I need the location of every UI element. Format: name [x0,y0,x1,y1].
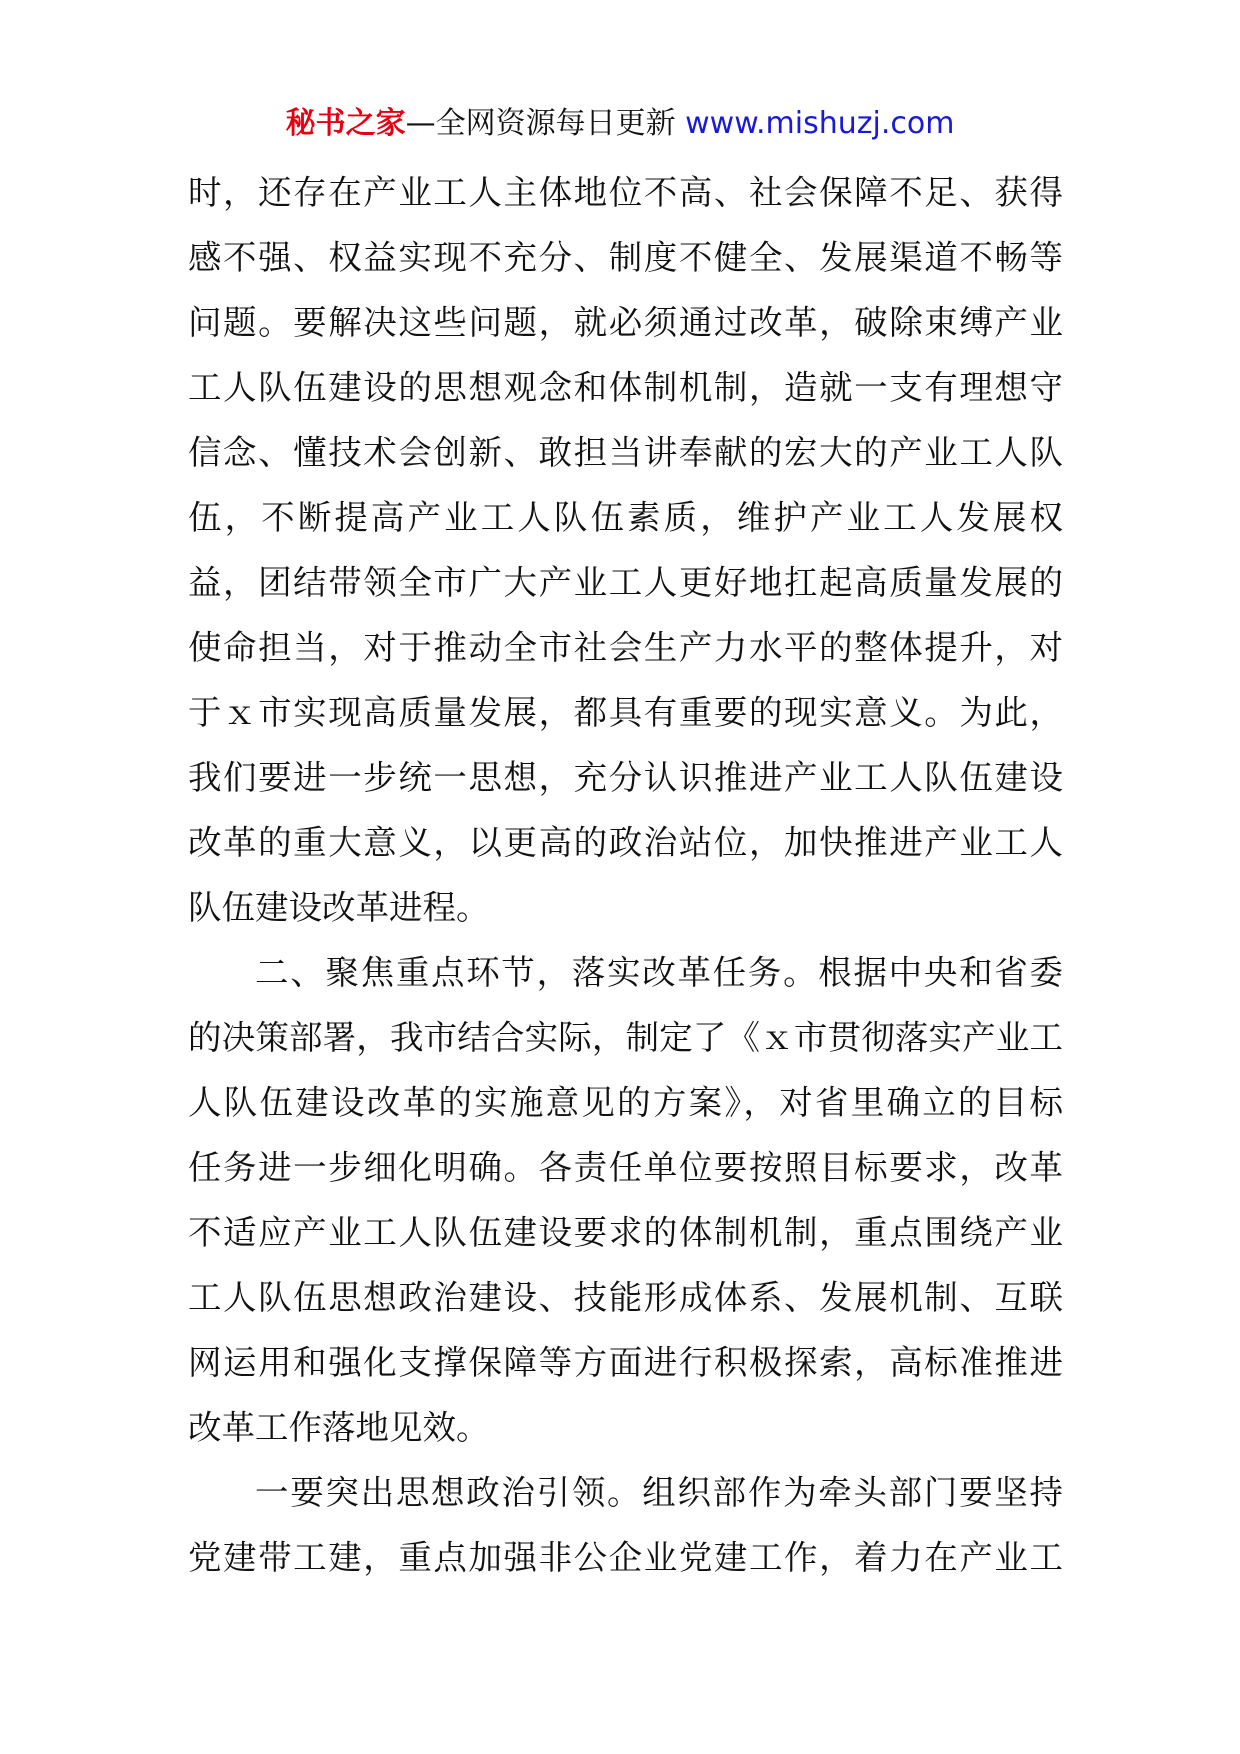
text-line: 益，团结带领全市广大产业工人更好地扛起高质量发展的 [188,563,1063,602]
watermark-header [0,100,1240,148]
paragraph [188,940,1063,1460]
text-line: 改革工作落地见效。 [188,1408,490,1447]
text-line: 我们要进一步统一思想，充分认识推进产业工人队伍建设 [188,758,1063,797]
text-line: 感不强、权益实现不充分、制度不健全、发展渠道不畅等 [188,238,1063,277]
text-line: 队伍建设改革进程。 [188,888,490,927]
site-slogan: —全网资源每日更新 [405,106,686,141]
text-line: 网运用和强化支撑保障等方面进行积极探索，高标准推进 [188,1343,1063,1382]
paragraph [188,160,1063,940]
text-line: 工人队伍建设的思想观念和体制机制，造就一支有理想守 [188,368,1063,407]
text-line: 于ｘ市实现高质量发展，都具有重要的现实意义。为此， [188,693,1063,732]
site-brand: 秘书之家 [285,106,406,141]
text-line: 不适应产业工人队伍建设要求的体制机制，重点围绕产业 [188,1213,1063,1252]
text-line: 问题。要解决这些问题，就必须通过改革，破除束缚产业 [188,303,1063,342]
text-line: 改革的重大意义，以更高的政治站位，加快推进产业工人 [188,823,1063,862]
text-line: 伍，不断提高产业工人队伍素质，维护产业工人发展权 [188,498,1063,537]
text-line: 人队伍建设改革的实施意见的方案》，对省里确立的目标 [188,1083,1063,1122]
text-line: 一要突出思想政治引领。组织部作为牵头部门要坚持 [255,1473,1063,1512]
site-url: www.mishuzj.com [685,106,955,141]
text-line: 时，还存在产业工人主体地位不高、社会保障不足、获得 [188,173,1063,212]
text-line: 工人队伍思想政治建设、技能形成体系、发展机制、互联 [188,1278,1063,1317]
text-line: 二、聚焦重点环节，落实改革任务。根据中央和省委 [255,953,1063,992]
text-line: 任务进一步细化明确。各责任单位要按照目标要求，改革 [188,1148,1063,1187]
text-line: 信念、懂技术会创新、敢担当讲奉献的宏大的产业工人队 [188,433,1063,472]
document-body [188,160,1063,1590]
text-line: 使命担当，对于推动全市社会生产力水平的整体提升，对 [188,628,1063,667]
paragraph [188,1460,1063,1590]
text-line: 党建带工建，重点加强非公企业党建工作，着力在产业工 [188,1538,1063,1577]
text-line: 的决策部署，我市结合实际，制定了《ｘ市贯彻落实产业工 [188,1018,1063,1057]
